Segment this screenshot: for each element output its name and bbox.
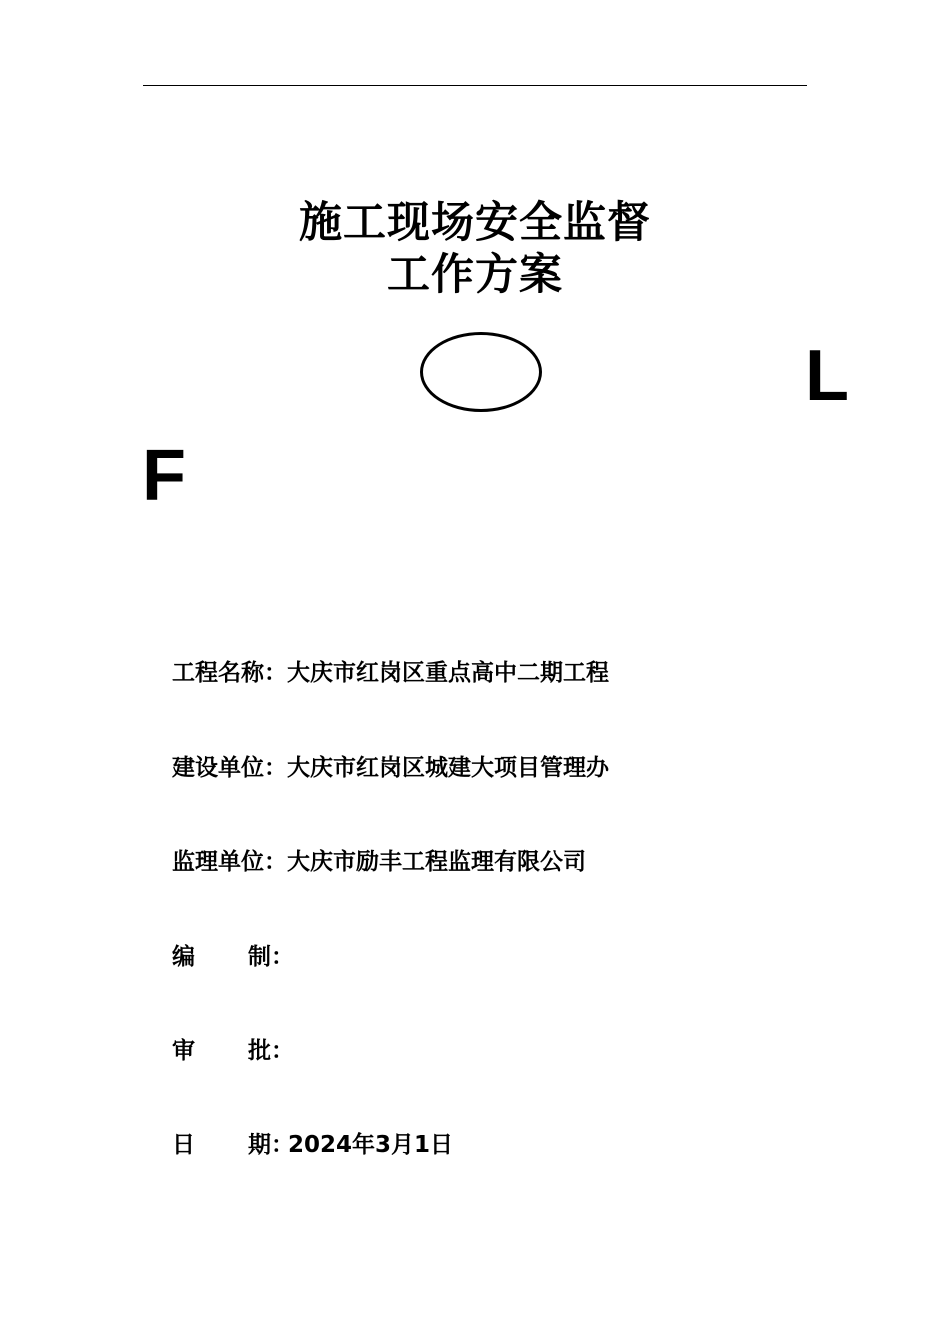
letter-f-glyph: F [142, 436, 186, 516]
construction-unit-field [172, 752, 609, 784]
project-name-value: 大庆市红岗区重点高中二期工程 [287, 660, 609, 686]
title-line-2: 工作方案 [387, 250, 563, 300]
approved-by-label-char2: 批： [248, 1038, 294, 1064]
date-label-char2: 期： [248, 1132, 294, 1158]
approved-by-label [172, 1035, 294, 1067]
approved-by-label-char1: 审 [172, 1038, 195, 1064]
letter-l-glyph: L [805, 336, 849, 416]
date-field [172, 1129, 453, 1161]
compiled-by-label [172, 941, 294, 973]
header-rule [143, 85, 807, 86]
supervision-unit-field [172, 846, 586, 878]
project-name-label: 工程名称： [172, 660, 287, 686]
project-name-field [172, 657, 609, 689]
compiled-by-label-char1: 编 [172, 944, 195, 970]
date-value: 2024年3月1日 [288, 1132, 454, 1158]
document-title [0, 197, 950, 301]
ellipse-shape [420, 332, 542, 412]
construction-unit-label: 建设单位： [172, 755, 287, 781]
approved-by-field [172, 1035, 294, 1067]
supervision-unit-label: 监理单位： [172, 849, 287, 875]
title-line-1: 施工现场安全监督 [299, 198, 651, 248]
compiled-by-label-char2: 制： [248, 944, 294, 970]
date-label-char1: 日 [172, 1132, 195, 1158]
supervision-unit-value: 大庆市励丰工程监理有限公司 [287, 849, 586, 875]
date-label [172, 1129, 294, 1161]
compiled-by-field [172, 941, 294, 973]
construction-unit-value: 大庆市红岗区城建大项目管理办 [287, 755, 609, 781]
